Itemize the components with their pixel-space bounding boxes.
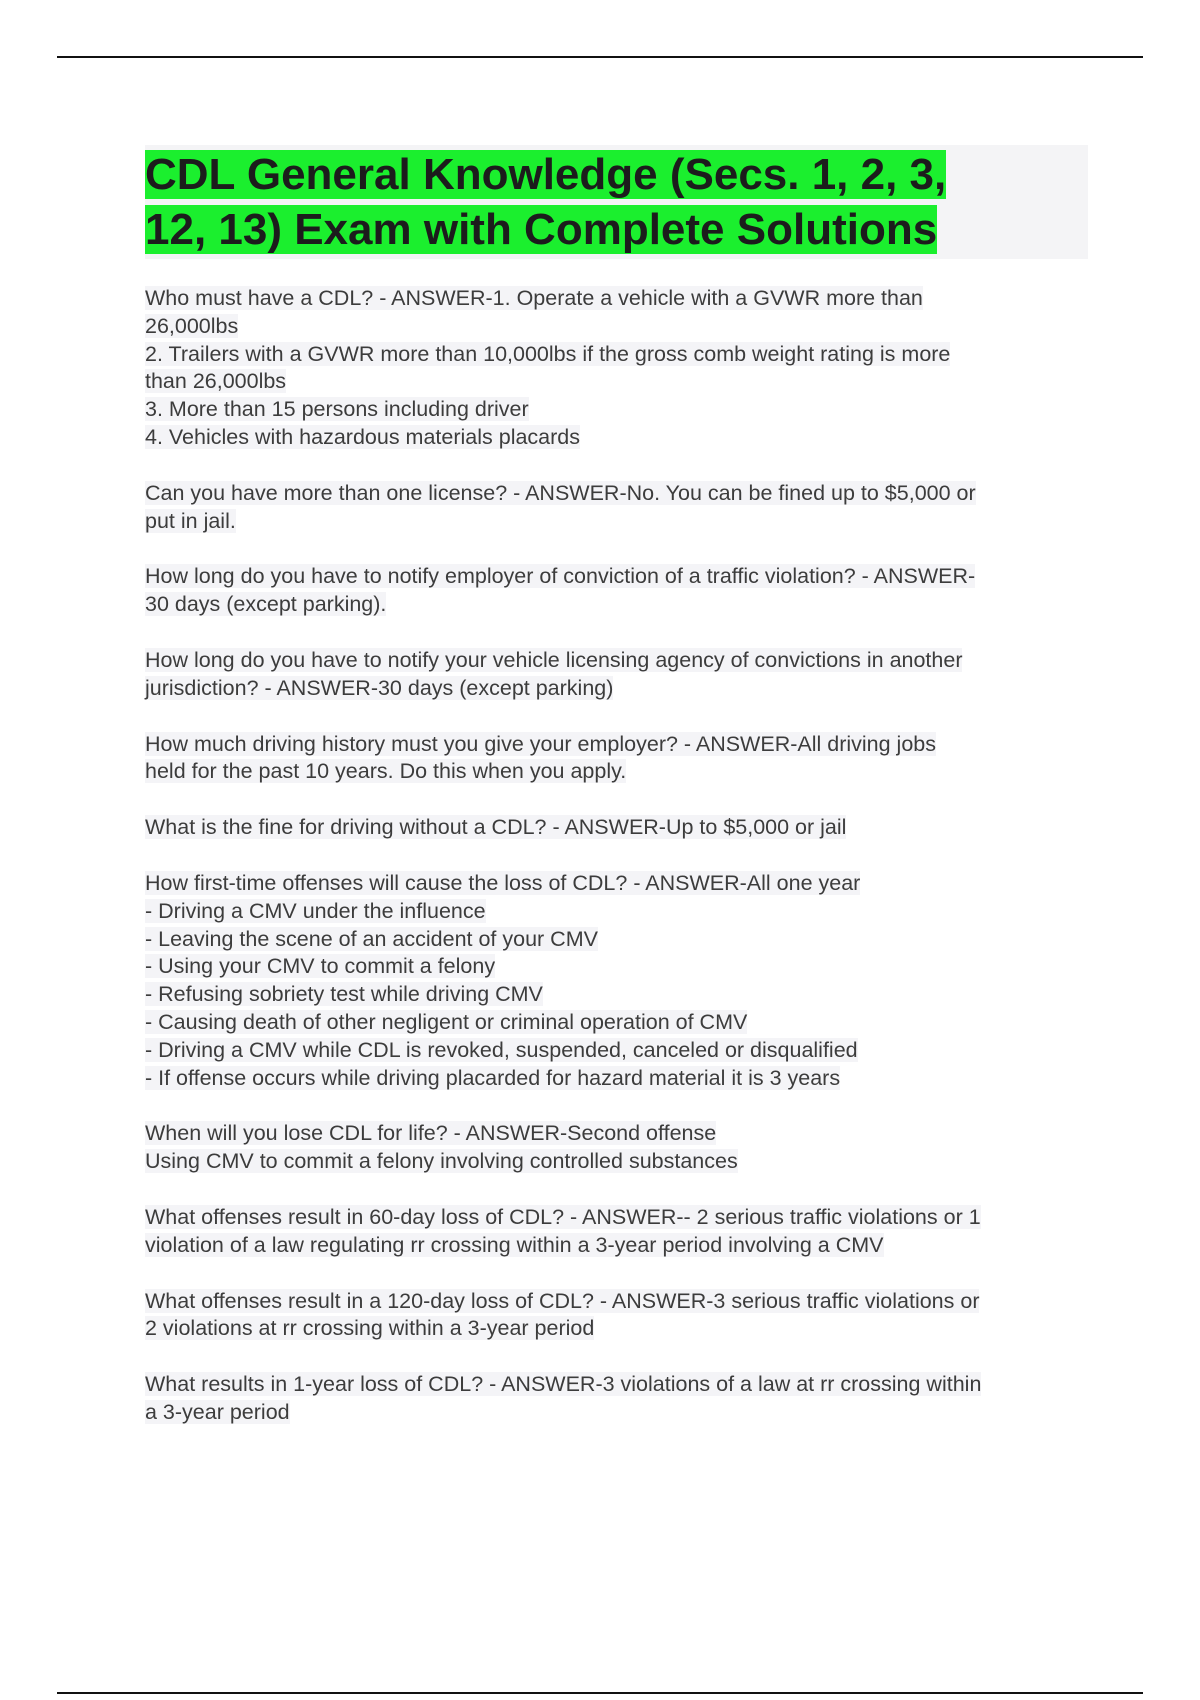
qa-line: [145, 675, 1088, 703]
qa-line: [145, 1371, 1088, 1399]
qa-line-text: 26,000lbs: [145, 313, 239, 338]
qa-line: [145, 1204, 1088, 1232]
qa-line: [145, 870, 1088, 898]
document-body: [145, 145, 1088, 1455]
qa-line-text: - Refusing sobriety test while driving CMV: [145, 982, 543, 1007]
qa-line-text: a 3-year period: [145, 1399, 290, 1424]
qa-line: [145, 1148, 1088, 1176]
qa-line: [145, 1065, 1088, 1093]
qa-line: [145, 926, 1088, 954]
qa-line: [145, 1399, 1088, 1427]
qa-line: [145, 1009, 1088, 1037]
qa-line: [145, 1288, 1088, 1316]
qa-line-text: - Using your CMV to commit a felony: [145, 954, 496, 979]
qa-item: [145, 1288, 1088, 1344]
qa-line-text: put in jail.: [145, 508, 236, 533]
qa-line-text: 3. More than 15 persons including driver: [145, 397, 529, 422]
top-rule: [57, 56, 1143, 58]
qa-line: [145, 591, 1088, 619]
qa-item: [145, 647, 1088, 703]
qa-line-text: Using CMV to commit a felony involving controlled substances: [145, 1149, 738, 1174]
qa-line-text: - If offense occurs while driving placarded for hazard material it is 3 years: [145, 1065, 841, 1090]
qa-line: [145, 1232, 1088, 1260]
qa-list: [145, 285, 1088, 1427]
qa-line: [145, 424, 1088, 452]
document-title: [145, 147, 1088, 257]
title-line-1: CDL General Knowledge (Secs. 1, 2, 3,: [145, 150, 947, 199]
qa-line-text: - Leaving the scene of an accident of your CMV: [145, 926, 598, 951]
qa-line-text: - Causing death of other negligent or criminal operation of CMV: [145, 1009, 748, 1034]
qa-item: [145, 480, 1088, 536]
qa-line: [145, 1037, 1088, 1065]
qa-line: [145, 731, 1088, 759]
qa-line-text: 4. Vehicles with hazardous materials placards: [145, 424, 580, 449]
qa-line-text: Who must have a CDL? - ANSWER-1. Operate a vehicle with a GVWR more than: [145, 286, 923, 310]
qa-item: [145, 814, 1088, 842]
qa-line-text: violation of a law regulating rr crossing within a 3-year period involving a CMV: [145, 1232, 884, 1257]
qa-line-text: How much driving history must you give your employer? - ANSWER-All driving jobs: [145, 731, 936, 756]
qa-line: [145, 313, 1088, 341]
qa-line-text: What results in 1-year loss of CDL? - ANSWER-3 violations of a law at rr crossing within: [145, 1372, 982, 1397]
qa-line-text: jurisdiction? - ANSWER-30 days (except parking): [145, 675, 614, 700]
qa-line: [145, 368, 1088, 396]
qa-line-text: 30 days (except parking).: [145, 592, 387, 617]
qa-line-text: How long do you have to notify your vehicle licensing agency of convictions in another: [145, 647, 963, 672]
qa-item: [145, 870, 1088, 1092]
qa-line-text: How first-time offenses will cause the loss of CDL? - ANSWER-All one year: [145, 870, 861, 895]
qa-line-text: What offenses result in 60-day loss of CDL? - ANSWER-- 2 serious traffic violations or 1: [145, 1204, 981, 1229]
title-line-2: 12, 13) Exam with Complete Solutions: [145, 205, 938, 254]
qa-line: [145, 341, 1088, 369]
qa-line: [145, 647, 1088, 675]
qa-line: [145, 396, 1088, 424]
qa-line: [145, 758, 1088, 786]
qa-line: [145, 563, 1088, 591]
qa-line-text: - Driving a CMV under the influence: [145, 898, 486, 923]
qa-line-text: - Driving a CMV while CDL is revoked, suspended, canceled or disqualified: [145, 1037, 858, 1062]
qa-line-text: than 26,000lbs: [145, 369, 287, 394]
bottom-rule: [57, 1692, 1143, 1694]
qa-item: [145, 1120, 1088, 1176]
qa-line: [145, 981, 1088, 1009]
qa-item: [145, 285, 1088, 452]
qa-line-text: Can you have more than one license? - ANSWER-No. You can be fined up to $5,000 or: [145, 480, 976, 505]
qa-line: [145, 898, 1088, 926]
qa-line: [145, 953, 1088, 981]
title-block: [145, 145, 1088, 259]
qa-line: [145, 1315, 1088, 1343]
qa-line: [145, 285, 1088, 313]
qa-line: [145, 480, 1088, 508]
qa-line-text: held for the past 10 years. Do this when you apply.: [145, 759, 627, 784]
qa-line: [145, 814, 1088, 842]
qa-line-text: 2. Trailers with a GVWR more than 10,000lbs if the gross comb weight rating is more: [145, 341, 951, 366]
qa-line-text: How long do you have to notify employer of conviction of a traffic violation? - ANSWER-: [145, 564, 976, 589]
qa-item: [145, 731, 1088, 787]
qa-item: [145, 1204, 1088, 1260]
qa-item: [145, 563, 1088, 619]
qa-line-text: 2 violations at rr crossing within a 3-year period: [145, 1316, 595, 1341]
qa-line-text: When will you lose CDL for life? - ANSWER-Second offense: [145, 1121, 717, 1146]
qa-line-text: What is the fine for driving without a CDL? - ANSWER-Up to $5,000 or jail: [145, 815, 847, 840]
qa-line-text: What offenses result in a 120-day loss of CDL? - ANSWER-3 serious traffic violations or: [145, 1288, 980, 1313]
qa-line: [145, 508, 1088, 536]
qa-item: [145, 1371, 1088, 1427]
qa-line: [145, 1120, 1088, 1148]
